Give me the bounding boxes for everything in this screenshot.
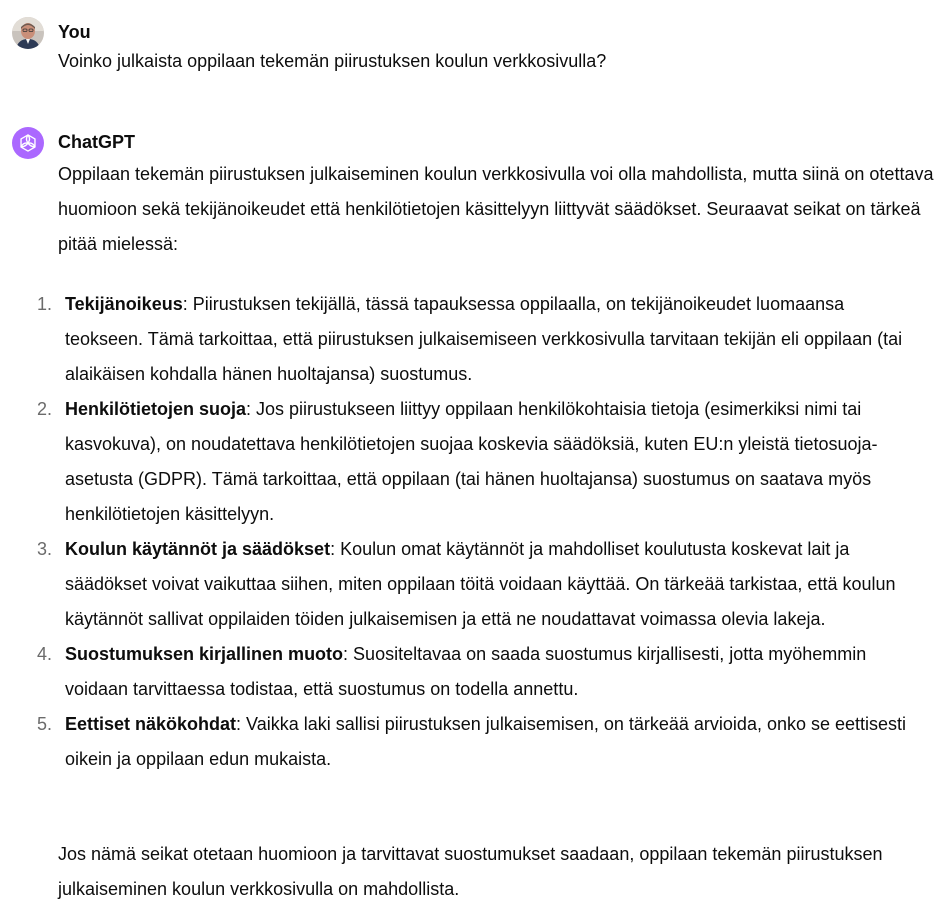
- list-item-text: : Piirustuksen tekijällä, tässä tapauksessa oppilaalla, on tekijänoikeudet luomaansa teokseen. Tämä tarkoittaa, että piirustuksen julkaisemiseen verkkosivulla tarvitaan tekijän eli oppilaan (tai alaikäisen kohdalla hänen huoltajansa) suostumus.: [65, 294, 903, 384]
- assistant-conclusion-text: Jos nämä seikat otetaan huomioon ja tarvittavat suostumukset saadaan, oppilaan tekemän piirustuksen julkaiseminen koulun verkkosivulla on mahdollista.: [58, 844, 883, 899]
- list-item-term: Suostumuksen kirjallinen muoto: [65, 644, 344, 664]
- assistant-intro-text: Oppilaan tekemän piirustuksen julkaiseminen koulun verkkosivulla voi olla mahdollista, mutta siinä on otettava huomioon sekä tekijänoikeudet että henkilötietojen käsittelyyn liittyvät säädökset. Seuraavat seikat on tärkeä pitää mielessä:: [58, 164, 934, 254]
- assistant-avatar: [12, 127, 44, 159]
- assistant-author-name: ChatGPT: [58, 132, 136, 152]
- user-message-text: Voinko julkaista oppilaan tekemän piirustuksen koulun verkkosivulla?: [58, 51, 607, 71]
- list-item-text: : Vaikka laki sallisi piirustuksen julkaisemisen, on tärkeää arvioida, onko se eettisesti oikein ja oppilaan edun mukaista.: [65, 714, 907, 769]
- list-item-number: 4.: [37, 644, 53, 664]
- list-item-term: Koulun käytännöt ja säädökset: [65, 539, 331, 559]
- list-item-text: : Suositeltavaa on saada suostumus kirjallisesti, jotta myöhemmin voidaan tarvittaessa todistaa, että suostumus on todella annettu.: [65, 644, 867, 699]
- list-item: [0, 532, 925, 637]
- user-avatar: [12, 17, 44, 49]
- list-item-text: : Jos piirustukseen liittyy oppilaan henkilökohtaisia tietoja (esimerkiksi nimi tai kasvokuva), on noudatettava henkilötietojen suojaa koskevia säädöksiä, kuten EU:n yleistä tietosuoja-asetusta (GDPR). Tämä tarkoittaa, että oppilaan (tai hänen huoltajansa) suostumus on saatava myös henkilötietojen käsittelyyn.: [65, 399, 878, 524]
- list-item-number: 3.: [37, 539, 53, 559]
- list-item-term: Eettiset näkökohdat: [65, 714, 237, 734]
- list-item: [0, 707, 925, 777]
- list-item-number: 1.: [37, 294, 53, 314]
- user-author-name: You: [58, 22, 91, 42]
- list-item-number: 5.: [37, 714, 53, 734]
- list-item-term: Henkilötietojen suoja: [65, 399, 247, 419]
- user-avatar-photo-icon: [12, 17, 44, 49]
- list-item: [0, 392, 925, 532]
- openai-logo-icon: [17, 132, 39, 154]
- list-item: [0, 637, 925, 707]
- list-item: [0, 287, 925, 392]
- list-item-number: 2.: [37, 399, 53, 419]
- assistant-points-list: [0, 287, 948, 777]
- list-item-text: : Koulun omat käytännöt ja mahdolliset koulutusta koskevat lait ja säädökset voivat vaikuttaa siihen, miten oppilaan töitä voidaan käyttää. On tärkeää tarkistaa, että koulun käytännöt sallivat oppilaiden töiden julkaisemisen ja että ne noudattavat voimassa olevia lakeja.: [65, 539, 896, 629]
- list-item-term: Tekijänoikeus: [65, 294, 183, 314]
